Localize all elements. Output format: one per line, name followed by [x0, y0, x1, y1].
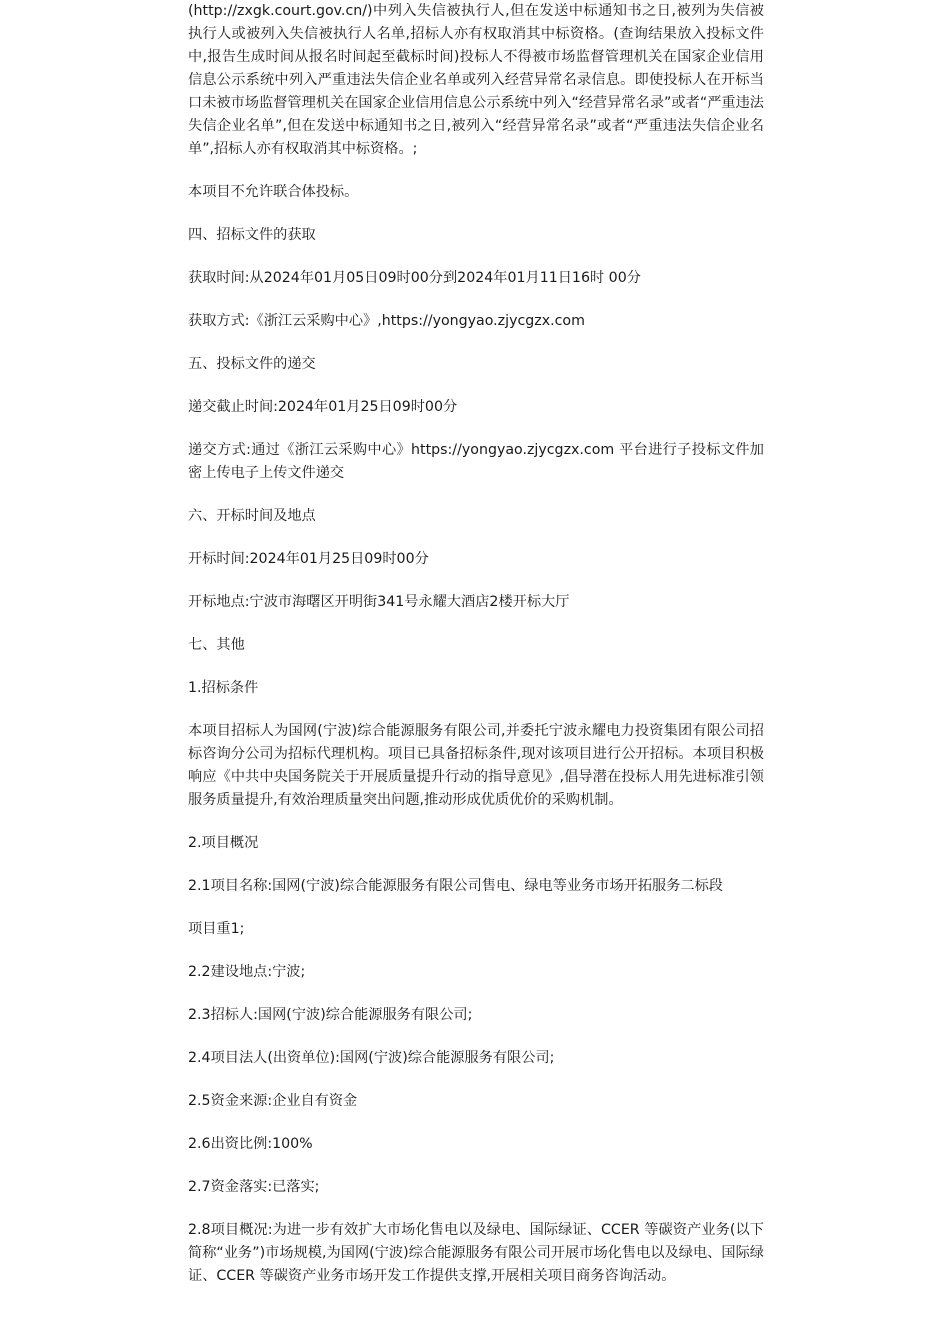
- section-heading-submission: 五、投标文件的递交: [188, 356, 316, 372]
- section-heading-other: 七、其他: [188, 637, 245, 653]
- section-heading-obtain-documents: 四、招标文件的获取: [188, 227, 316, 243]
- paragraph-project-summary: 2.8项目概况:为进一步有效扩大市场化售电以及绿电、国际绿证、CCER 等碳资产业务(以下简称“业务”)市场规模,为国网(宁波)综合能源服务有限公司开展市场化售电以及绿电、国际绿证、CCER 等碳资产业务市场开发工作提供支撑,开展相关项目商务咨询活动。: [188, 1222, 764, 1284]
- subheading-tender-conditions: 1.招标条件: [188, 680, 259, 696]
- paragraph-qualification-notice: (http://zxgk.court.gov.cn/)中列入失信被执行人,但在发送中标通知书之日,被列为失信被执行人或被列入失信被执行人名单,招标人亦有权取消其中标资格。(查询结果放入投标文件中,报告生成时间从报名时间起至截标时间)投标人不得被市场监督管理机关在国家企业信用信息公示系统中列入严重违法失信企业名单或列入经营异常名录信息。即使投标人在开标当口未被市场监督管理机关在国家企业信用信息公示系统中列入“经营异常名录”或者“严重违法失信企业名单”,但在发送中标通知书之日,被列入“经营异常名录”或者“严重违法失信企业名单”,招标人亦有权取消其中标资格。;: [188, 3, 764, 157]
- paragraph-construction-site: 2.2建设地点:宁波;: [188, 964, 306, 980]
- subheading-project-overview: 2.项目概况: [188, 835, 259, 851]
- paragraph-tender-conditions: 本项目招标人为国网(宁波)综合能源服务有限公司,并委托宁波永耀电力投资集团有限公司招标咨询分公司为招标代理机构。项目已具备招标条件,现对该项目进行公开招标。本项目积极响应《中共中央国务院关于开展质量提升行动的指导意见》,倡导潜在投标人用先进标准引领服务质量提升,有效治理质量突出问题,推动形成优质优价的采购机制。: [188, 723, 764, 808]
- paragraph-submission-deadline: 递交截止时间:2024年01月25日09时00分: [188, 399, 458, 415]
- paragraph-project-name: 2.1项目名称:国网(宁波)综合能源服务有限公司售电、绿电等业务市场开拓服务二标段: [188, 878, 723, 894]
- paragraph-obtain-method: 获取方式:《浙江云采购中心》,https://yongyao.zjycgzx.com: [188, 313, 585, 329]
- paragraph-funding-status: 2.7资金落实:已落实;: [188, 1179, 320, 1195]
- paragraph-tenderer: 2.3招标人:国网(宁波)综合能源服务有限公司;: [188, 1007, 473, 1023]
- paragraph-opening-location: 开标地点:宁波市海曙区开明街341号永耀大酒店2楼开标大厅: [188, 594, 570, 610]
- paragraph-project-legal-person: 2.4项目法人(出资单位):国网(宁波)综合能源服务有限公司;: [188, 1050, 555, 1066]
- paragraph-opening-time: 开标时间:2024年01月25日09时00分: [188, 551, 429, 567]
- section-heading-bid-opening: 六、开标时间及地点: [188, 508, 316, 524]
- paragraph-submission-method: 递交方式:通过《浙江云采购中心》https://yongyao.zjycgzx.com 平台进行子投标文件加密上传电子上传文件递交: [188, 442, 764, 481]
- paragraph-obtain-time: 获取时间:从2024年01月05日09时00分到2024年01月11日16时 00分: [188, 270, 641, 286]
- document-body: [188, 0, 764, 1308]
- paragraph-funding-source: 2.5资金来源:企业自有资金: [188, 1093, 358, 1109]
- paragraph-funding-ratio: 2.6出资比例:100%: [188, 1136, 313, 1152]
- paragraph-project-item: 项目重1;: [188, 921, 245, 937]
- paragraph-no-consortium: 本项目不允许联合体投标。: [188, 184, 359, 200]
